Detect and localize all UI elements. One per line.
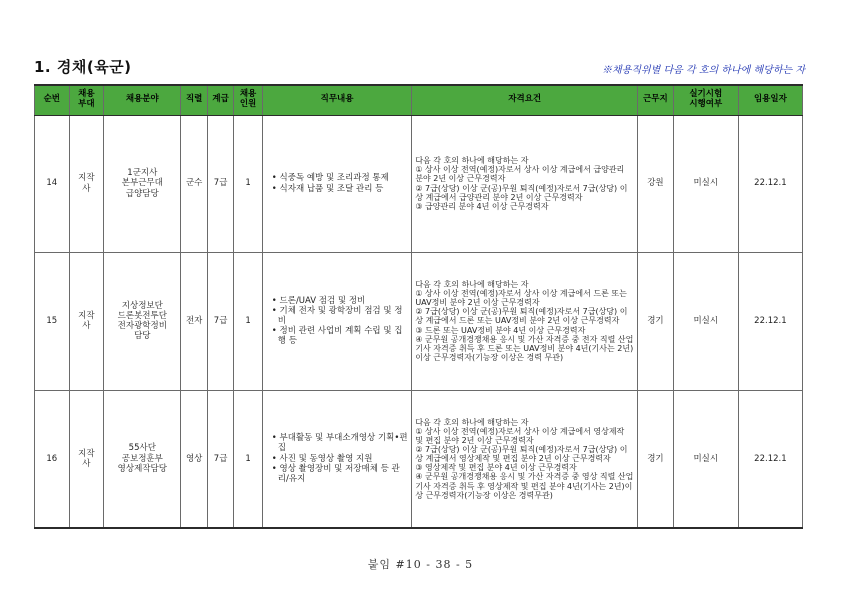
table-row: [35, 390, 803, 528]
col-header-field: 채용분야: [104, 85, 181, 115]
cell-duties: [262, 252, 412, 390]
cell-appointment-date: 22.12.1: [738, 252, 802, 390]
cell-count: 1: [234, 390, 262, 528]
cell-practical-exam: 미실시: [673, 390, 738, 528]
cell-series: 영상: [181, 390, 207, 528]
col-header-series: 직렬: [181, 85, 207, 115]
cell-qualifications: [412, 390, 638, 528]
cell-location: 경기: [638, 390, 674, 528]
duty-item: • 식중독 예방 및 조리과정 통제: [272, 173, 409, 183]
col-header-practical-exam: 실기시험 시행여부: [673, 85, 738, 115]
qualification-line: ④ 군무원 공개경쟁채용 응시 및 가산 자격증 중 영상 직렬 산업기사 자격증 취득 후 영상제작 및 편집 분야 4년(기사는 2년)이상 근무경력자(기능장 이상은 경력무관): [415, 472, 634, 500]
cell-field: 1군지사 본부근무대 급양담당: [104, 115, 181, 252]
qualification-line: 다음 각 호의 하나에 해당하는 자: [415, 417, 529, 427]
cell-qualifications: [412, 115, 638, 252]
col-header-no: 순번: [35, 85, 70, 115]
col-header-grade: 계급: [207, 85, 233, 115]
table-row: [35, 115, 803, 252]
col-header-count: 채용 인원: [234, 85, 262, 115]
table-row: [35, 252, 803, 390]
cell-no: 14: [35, 115, 70, 252]
col-header-duties: 직무내용: [262, 85, 412, 115]
qualification-line: 다음 각 호의 하나에 해당하는 자: [415, 280, 529, 289]
qualification-line: ④ 군무원 공개경쟁채용 응시 및 가산 자격증 중 전자 직렬 산업기사 자격증 취득 후 드론 또는 UAV정비 분야 4년(기사는 2년) 이상 근무경력자(기능장 이상은 경력 무관): [415, 334, 634, 362]
cell-appointment-date: 22.12.1: [738, 115, 802, 252]
cell-location: 강원: [638, 115, 674, 252]
cell-count: 1: [234, 252, 262, 390]
eligibility-note: ※채용직위별 다음 각 호의 하나에 해당하는 자: [602, 65, 805, 76]
duty-item: • 정비 관련 사업비 계획 수립 및 집행 등: [272, 326, 409, 346]
cell-unit: 지작 사: [69, 115, 104, 252]
cell-practical-exam: 미실시: [673, 115, 738, 252]
col-header-location: 근무지: [638, 85, 674, 115]
qualification-line: ① 상사 이상 전역(예정)자로서 상사 이상 계급에서 드론 또는 UAV정비 분야 2년 이상 근무경력자: [415, 289, 627, 308]
col-header-unit: 채용 부대: [69, 85, 104, 115]
duty-item: • 기체 전자 및 광학장비 점검 및 정비: [272, 306, 409, 326]
qualification-line: ③ 드론 또는 UAV정비 분야 4년 이상 근무경력자: [415, 325, 586, 335]
cell-qualifications: [412, 252, 638, 390]
cell-appointment-date: 22.12.1: [738, 390, 802, 528]
qualification-line: ① 상사 이상 전역(예정)자로서 상사 이상 계급에서 급양관리 분야 2년 이상 근무경력자: [415, 165, 625, 184]
recruitment-table: [34, 84, 803, 529]
duty-item: • 사진 및 동영상 촬영 지원: [272, 454, 409, 464]
cell-series: 전자: [181, 252, 207, 390]
qualification-line: ③ 급양관리 분야 4년 이상 근무경력자: [415, 201, 549, 211]
cell-duties: [262, 390, 412, 528]
cell-location: 경기: [638, 252, 674, 390]
qualification-line: 다음 각 호의 하나에 해당하는 자: [415, 156, 529, 166]
cell-grade: 7급: [207, 252, 233, 390]
cell-no: 16: [35, 390, 70, 528]
cell-unit: 지작 사: [69, 390, 104, 528]
section-title: 1. 경채(육군): [34, 58, 132, 76]
qualification-line: ① 상사 이상 전역(예정)자로서 상사 이상 계급에서 영상제작 및 편집 분야 2년 이상 근무경력자: [415, 426, 625, 445]
duty-item: • 드론/UAV 점검 및 정비: [272, 296, 409, 306]
cell-series: 군수: [181, 115, 207, 252]
cell-grade: 7급: [207, 390, 233, 528]
qualification-line: ③ 영상제작 및 편집 분야 4년 이상 근무경력자: [415, 463, 577, 473]
col-header-appointment-date: 임용일자: [738, 85, 802, 115]
duty-item: • 영상 촬영장비 및 저장매체 등 관리/유지: [272, 464, 409, 484]
cell-no: 15: [35, 252, 70, 390]
cell-practical-exam: 미실시: [673, 252, 738, 390]
cell-unit: 지작 사: [69, 252, 104, 390]
cell-field: 55사단 공보정훈부 영상제작담당: [104, 390, 181, 528]
cell-grade: 7급: [207, 115, 233, 252]
cell-duties: [262, 115, 412, 252]
cell-count: 1: [234, 115, 262, 252]
duty-item: • 식자재 납품 및 조달 관리 등: [272, 184, 409, 194]
qualification-line: ② 7급(상당) 이상 군(공)무원 퇴직(예정)자로서 7급(상당) 이상 계급에서 급양관리 분야 2년 이상 근무경력자: [415, 183, 628, 202]
page-footer: 붙임 #10 - 38 - 5: [367, 558, 474, 571]
col-header-qualifications: 자격요건: [412, 85, 638, 115]
cell-field: 지상정보단 드론봇전투단 전자광학정비 담당: [104, 252, 181, 390]
table-header-row: [35, 85, 803, 115]
qualification-line: ② 7급(상당) 이상 군(공)무원 퇴직(예정)자로서 7급(상당) 이상 계급에서 드론 또는 UAV정비 분야 2년 이상 근무경력자: [415, 307, 628, 326]
duty-item: • 부대활동 및 부대소개영상 기획•편집: [272, 433, 409, 453]
qualification-line: ② 7급(상당) 이상 군(공)무원 퇴직(예정)자로서 7급(상당) 이상 계급에서 영상제작 및 편집 분야 2년 이상 근무경력자: [415, 445, 628, 464]
